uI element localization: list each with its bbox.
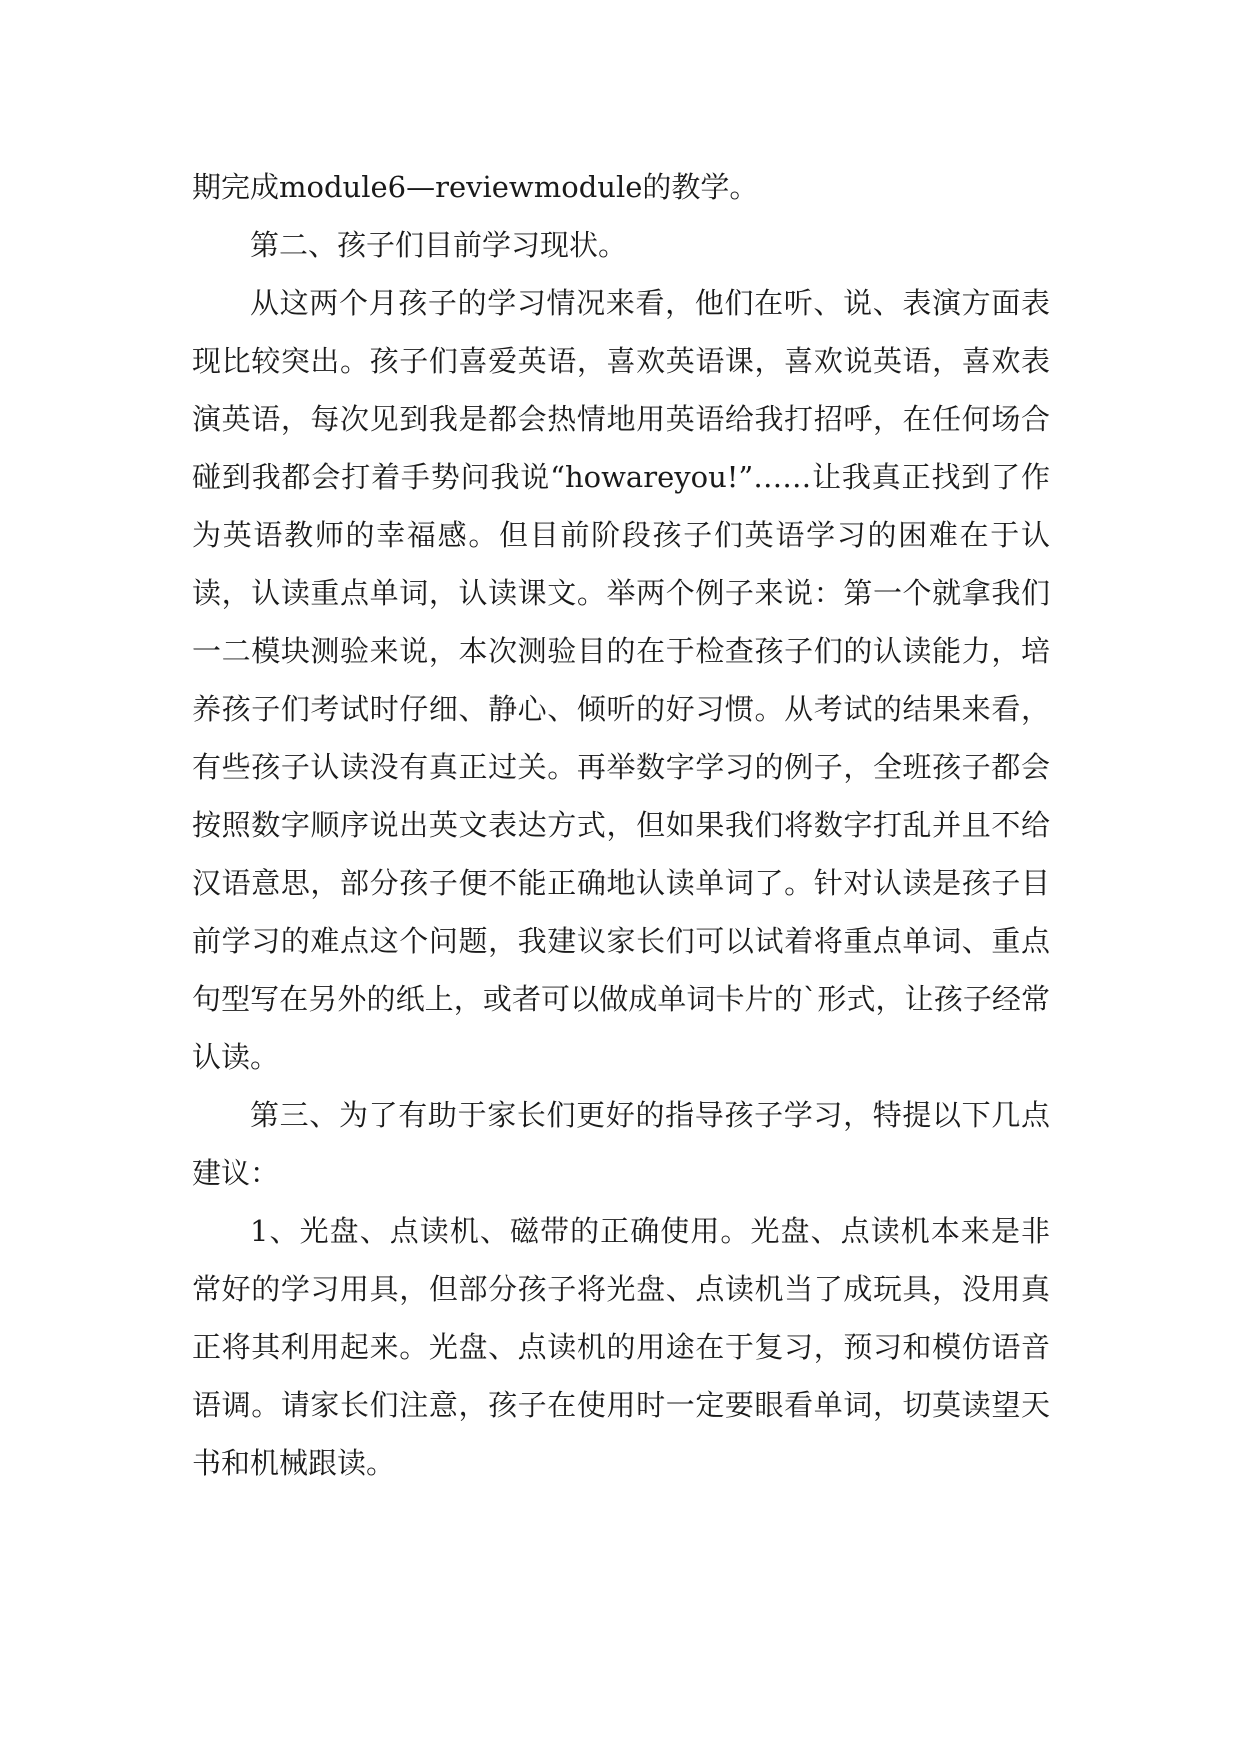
paragraph-learning-status: 从这两个月孩子的学习情况来看，他们在听、说、表演方面表现比较突出。孩子们喜爱英语，喜欢英语课，喜欢说英语，喜欢表演英语，每次见到我是都会热情地用英语给我打招呼，在任何场合碰到我都会打着手势问我说“howareyou!”……让我真正找到了作为英语教师的幸福感。但目前阶段孩子们英语学习的困难在于认读，认读重点单词，认读课文。举两个例子来说：第一个就拿我们一二模块测验来说，本次测验目的在于检查孩子们的认读能力，培养孩子们考试时仔细、静心、倾听的好习惯。从考试的结果来看，有些孩子认读没有真正过关。再举数字学习的例子，全班孩子都会按照数字顺序说出英文表达方式，但如果我们将数字打乱并且不给汉语意思，部分孩子便不能正确地认读单词了。针对认读是孩子目前学习的难点这个问题，我建议家长们可以试着将重点单词、重点句型写在另外的纸上，或者可以做成单词卡片的`形式，让孩子经常认读。	[192, 286, 1050, 1074]
paragraph-section-two-heading: 第二、孩子们目前学习现状。	[250, 228, 628, 262]
document-body	[192, 158, 1050, 1492]
paragraph-continuation: 期完成module6—reviewmodule的教学。	[192, 170, 759, 204]
paragraph-section-three-heading: 第三、为了有助于家长们更好的指导孩子学习，特提以下几点建议：	[192, 1098, 1050, 1190]
paragraph-suggestion-one: 1、光盘、点读机、磁带的正确使用。光盘、点读机本来是非常好的学习用具，但部分孩子将光盘、点读机当了成玩具，没用真正将其利用起来。光盘、点读机的用途在于复习，预习和模仿语音语调。请家长们注意，孩子在使用时一定要眼看单词，切莫读望天书和机械跟读。	[192, 1214, 1050, 1480]
